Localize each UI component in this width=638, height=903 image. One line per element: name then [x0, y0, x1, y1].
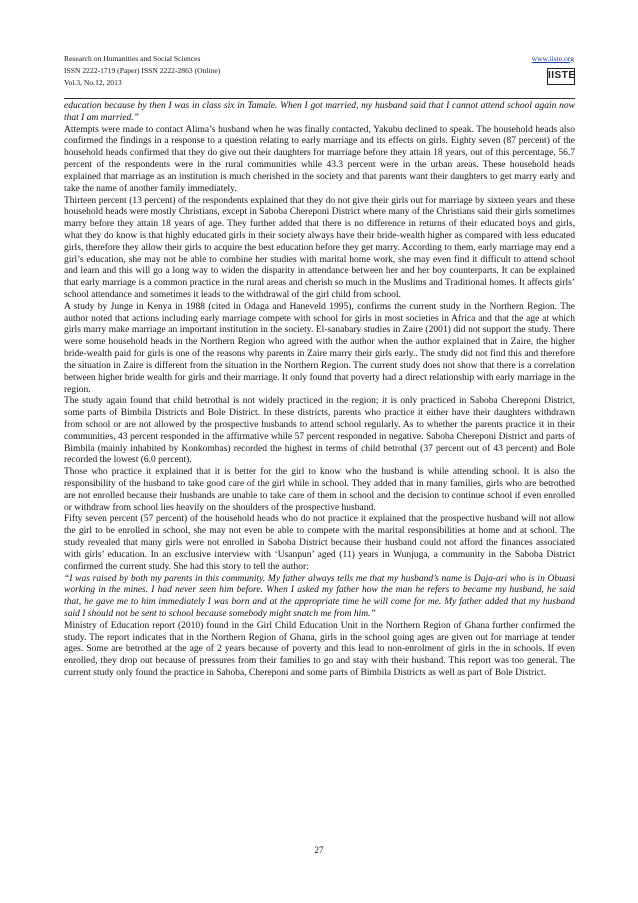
page-number: 27	[314, 845, 324, 855]
quote-paragraph: “I was raised by both my parents in this community. My father always tells me that my husband’s name is Daja-ari who is in Obuasi working in the mines. I had never seen him before. When I asked my father how the man he refers to became my husband, he said that, he gave me to him immediately I was born and at the appropriate time he will come for me. My father added that my husband said I should not be sent to school because somebody might snatch me from him.”	[64, 573, 575, 619]
paragraph: Those who practice it explained that it is better for the girl to know who the husband is while attending school. It is also the responsibility of the husband to take good care of the girl while in school. They added that in many families, girls who are betrothed are not enrolled because their husbands are unable to take care of them in school and the decision to continue school if even enrolled or withdraw from school lies heavily on the shoulders of the prospective husband.	[64, 467, 575, 513]
paragraph: Ministry of Education report (2010) found in the Girl Child Education Unit in the Northern Region of Ghana further confirmed the study. The report indicates that in the Northern Region of Ghana, girls in the school going ages are given out for marriage at tender ages. Some are betrothed at the age of 2 years because of poverty and this lead to non-enrolment of girls in the in schools. If even enrolled, they drop out because of pressures from their families to go and stay with their husband. This report was too general. The current study only found the practice in Saboba, Chereponi and some parts of Bimbila Districts as well as part of Bole District.	[64, 620, 575, 678]
paragraph: Thirteen percent (13 percent) of the respondents explained that they do not give their girls out for marriage by sixteen years and these household heads were mostly Christians, except in Saboba Chereponi District where many of the Christians said their girls sometimes marry before they attain 18 years of age. They further added that there is no difference in returns of their educated boys and girls, what they do know is that highly educated girls in their society always have their bride-wealth higher as compared with less educated girls, therefore they allow their girls to acquire the best education before they get marry. According to them, early marriage may end a girl’s education, she may not be able to combine her studies with marital home work, she may even find it difficult to attend school and learn and this will go a long way to widen the disparity in attendance between her and her boy counterparts. It can be explained that early marriage is a common practice in the rural areas and cherish so much in the Muslims and Traditional homes. It affects girls’ school attendance and sometimes it leads to the withdrawal of the girl child from school.	[64, 195, 575, 300]
page-header	[64, 53, 574, 89]
header-divider	[64, 98, 575, 99]
issn-line: ISSN 2222-1719 (Paper) ISSN 2222-2863 (Online)	[64, 66, 221, 75]
paragraph: Attempts were made to contact Alima’s husband when he was finally contacted, Yakubu declined to speak. The household heads also confirmed the findings in a response to a question relating to early marriage and its effects on girls. Eighty seven (87 percent) of the household heads confirmed that they do give out their daughters for marriage before they attain 18 years, out of this percentage, 56.7 percent of the respondents were in the rural communities while 43.3 percent were in the urban areas. These household heads explained that marriage as an institution is much cherished in the society and that parents want their daughters to get marry early and take the name of another family immediately.	[64, 124, 575, 194]
paragraph: The study again found that child betrothal is not widely practiced in the region; it is only practiced in Saboba Chereponi District, some parts of Bimbila Districts and Bole District. In these districts, parents who practice it either have their daughters withdrawn from school or are not allowed by the prospective husbands to attend school regularly. As to whether the parents practice it in their communities, 43 percent responded in the affirmative while 57 percent responded in negative. Saboba Chereponi District and parts of Bimbila (mainly inhabited by Konkombas) recorded the highest in terms of child betrothal (37 percent out of 43 percent) and Bole recorded the lowest (6.0 percent).	[64, 396, 575, 466]
journal-url-link[interactable]: www.iiste.org	[531, 54, 574, 63]
quote-paragraph: education because by then I was in class six in Tamale. When I got married, my husband said that I cannot attend school again now that I am married.”	[64, 101, 575, 123]
volume-line: Vol.3, No.12, 2013	[64, 78, 122, 87]
iiste-logo: IISTE	[547, 68, 575, 85]
body-text	[64, 101, 575, 680]
paragraph: Fifty seven percent (57 percent) of the household heads who do not practice it explained that the prospective husband will not allow the girl to be enrolled in school, she may not even be able to compete with the marital responsibilities at home and at school. The study revealed that many girls were not enrolled in Saboba District because their husband could not afford the finances associated with girls’ education. In an exclusive interview with ‘Usanpun’ aged (11) years in Wunjuga, a community in the Saboba District confirmed the current study. She had this story to tell the author:	[64, 514, 575, 572]
journal-title: Research on Humanities and Social Sciences	[64, 54, 201, 63]
paragraph: A study by Junge in Kenya in 1988 (cited in Odaga and Haneveld 1995), confirms the current study in the Northern Region. The author noted that actions including early marriage compete with school for girls in most societies in Africa and that the age at which girls marry make marriage an important institution in the society. El-sanabary studies in Zaire (2001) did not support the study. There were some household heads in the Northern Region who agreed with the author when the author explained that in Zaire, the higher bride-wealth paid for girls is one of the reasons why parents in Zaire marry their girls early.. The study did not find this and therefore the situation in Zaire is different from the situation in the Northern Region. The current study does not show that there is a correlation between higher bride wealth for girls and their marriage. It only found that poverty had a direct relationship with early marriage in the region.	[64, 301, 575, 395]
